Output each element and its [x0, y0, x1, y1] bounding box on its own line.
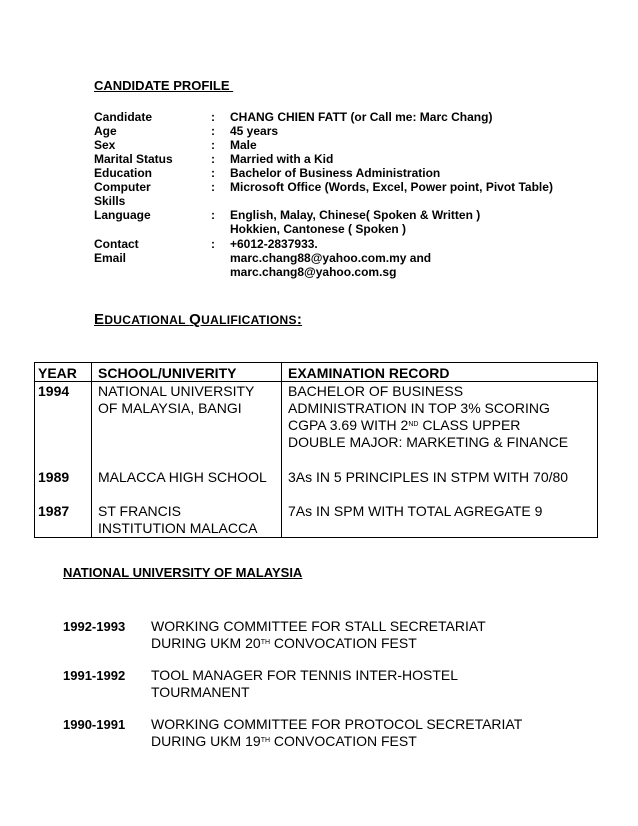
profile-label: Marital Status [94, 152, 173, 166]
profile-heading: CANDIDATE PROFILE [94, 78, 234, 93]
profile-label: Education [94, 166, 153, 180]
table-cell-school: OF MALAYSIA, BANGI [98, 400, 242, 416]
profile-value: Microsoft Office (Words, Excel, Power point, Pivot Table) [230, 180, 553, 194]
profile-colon: : [211, 152, 215, 166]
profile-value: CHANG CHIEN FATT (or Call me: Marc Chang) [230, 110, 493, 124]
table-cell-record: ADMINISTRATION IN TOP 3% SCORING [288, 400, 550, 416]
profile-label: Candidate [94, 110, 153, 124]
table-header-year: YEAR [38, 365, 77, 381]
record-text: CLASS UPPER [418, 417, 521, 433]
profile-value: Hokkien, Cantonese ( Spoken ) [230, 222, 407, 236]
heading-colon: : [296, 311, 303, 328]
table-column-divider [281, 363, 282, 537]
profile-label: Skills [94, 194, 126, 208]
record-text: CGPA 3.69 WITH 2 [288, 417, 409, 433]
table-cell-year: 1994 [38, 383, 70, 399]
profile-colon: : [211, 208, 215, 222]
activity-superscript: TH [260, 639, 271, 646]
activity-description [151, 732, 417, 751]
activity-text: DURING UKM 20 [151, 635, 261, 651]
activity-year: 1991-1992 [63, 668, 126, 683]
table-cell-record: BACHELOR OF BUSINESS [288, 383, 464, 399]
activity-description: TOOL MANAGER FOR TENNIS INTER-HOSTEL [151, 667, 459, 683]
profile-colon: : [211, 110, 215, 124]
table-cell-record: 7As IN SPM WITH TOTAL AGREGATE 9 [288, 503, 543, 519]
activity-text: DURING UKM 19 [151, 733, 261, 749]
profile-colon: : [211, 124, 215, 138]
activity-superscript: TH [260, 737, 271, 744]
activity-year: 1990-1991 [63, 717, 126, 732]
profile-value: +6012-2837933. [230, 237, 318, 251]
table-cell-record: DOUBLE MAJOR: MARKETING & FINANCE [288, 434, 569, 450]
heading-letter-e: E [94, 311, 105, 328]
profile-label: Contact [94, 237, 139, 251]
table-cell-school: INSTITUTION MALACCA [98, 520, 258, 536]
profile-label: Computer [94, 180, 151, 194]
activity-text: CONVOCATION FEST [270, 733, 417, 749]
heading-text: UALIFICATIONS [201, 313, 297, 327]
activity-description: TOURMANENT [151, 684, 250, 700]
education-heading [94, 311, 302, 328]
profile-label: Language [94, 208, 151, 222]
profile-colon: : [211, 166, 215, 180]
heading-text: DUCATIONAL [104, 313, 190, 327]
profile-value: Bachelor of Business Administration [230, 166, 441, 180]
profile-label: Age [94, 124, 117, 138]
profile-value: English, Malay, Chinese( Spoken & Written ) [230, 208, 481, 222]
profile-value: marc.chang88@yahoo.com.my and [230, 251, 432, 265]
table-header-record: EXAMINATION RECORD [288, 365, 450, 381]
record-superscript: ND [408, 421, 419, 428]
profile-colon: : [211, 138, 215, 152]
table-cell-year: 1987 [38, 503, 70, 519]
table-cell-year: 1989 [38, 469, 70, 485]
activity-description [151, 634, 417, 653]
profile-colon: : [211, 237, 215, 251]
table-cell-record: 3As IN 5 PRINCIPLES IN STPM WITH 70/80 [288, 469, 569, 485]
profile-value: 45 years [230, 124, 279, 138]
profile-value: marc.chang8@yahoo.com.sg [230, 265, 397, 279]
heading-letter-q: Q [189, 311, 202, 328]
profile-value: Male [230, 138, 257, 152]
activity-year: 1992-1993 [63, 619, 126, 634]
profile-label: Sex [94, 138, 116, 152]
ukm-heading: NATIONAL UNIVERSITY OF MALAYSIA [63, 565, 303, 580]
table-cell-school: MALACCA HIGH SCHOOL [98, 469, 267, 485]
table-cell-school: ST FRANCIS [98, 503, 181, 519]
table-column-divider [91, 363, 92, 537]
activity-text: CONVOCATION FEST [270, 635, 417, 651]
activity-description: WORKING COMMITTEE FOR PROTOCOL SECRETARIAT [151, 716, 523, 732]
table-cell-school: NATIONAL UNIVERSITY [98, 383, 255, 399]
profile-colon: : [211, 180, 215, 194]
activity-description: WORKING COMMITTEE FOR STALL SECRETARIAT [151, 618, 486, 634]
education-table [34, 362, 598, 538]
table-header-school: SCHOOL/UNIVERITY [98, 365, 237, 381]
table-cell-record [288, 417, 520, 434]
profile-label: Email [94, 251, 127, 265]
profile-value: Married with a Kid [230, 152, 334, 166]
